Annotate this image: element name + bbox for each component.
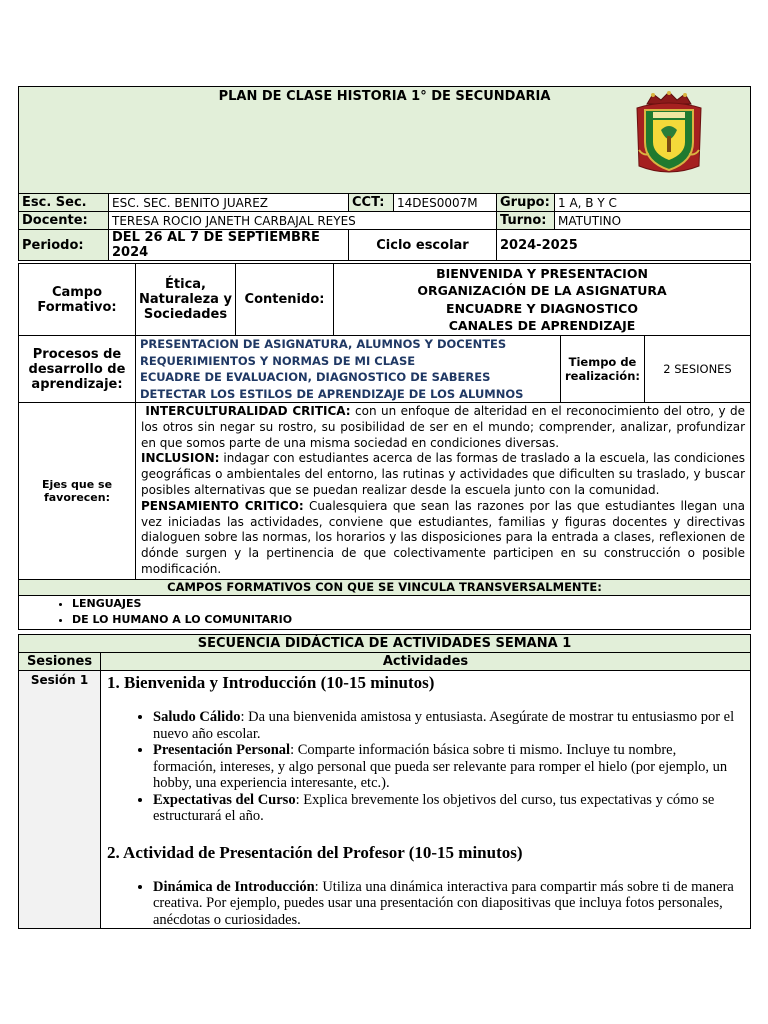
turno-label: Turno:	[497, 212, 555, 230]
item-term: Presentación Personal	[153, 742, 291, 758]
eje-text: con un enfoque de alteridad en el reconocimiento del otro, y de los otros sin negar su rostro, su posibilidad de ser en el mundo; comprender, analizar, profundizar en que somos parte de una misma sociedad en condiciones diversas.	[141, 404, 746, 450]
school-crest-icon	[633, 90, 705, 174]
eje-text: indagar con estudiantes acerca de las formas de traslado a la escuela, las condiciones geográficas o ambientales del entorno, las rutinas y actividades que dificulten su traslado, y buscar posibles alternativas que se puedan realizar desde la escuela junto con la comunidad.	[141, 451, 746, 497]
ejes-label: Ejes que se favorecen:	[19, 403, 136, 580]
list-item: • DE LO HUMANO A LO COMUNITARIO	[72, 612, 747, 628]
sequence-table	[18, 634, 751, 929]
item-term: Dinámica de Introducción	[153, 878, 315, 895]
cct-label: CCT:	[349, 194, 394, 212]
contenido-line: ENCUADRE Y DIAGNOSTICO	[446, 300, 638, 316]
item-text: : Utiliza una dinámica interactiva para compartir más sobre ti de manera creativa. Por ejemplo, puedes usar una presentación con diapositivas que incluya fotos personales, anécdotas o curiosidades.	[153, 878, 734, 928]
procesos-cell	[136, 336, 561, 403]
docente-value: TERESA ROCIO JANETH CARBAJAL REYES	[109, 212, 497, 230]
eje-term: INCLUSION:	[141, 451, 220, 466]
item-text: : Explica brevemente los objetivos del curso, tus expectativas y cómo se estructurará el año.	[153, 791, 715, 824]
eje-paragraph	[141, 499, 745, 578]
transversal-title: CAMPOS FORMATIVOS CON QUE SE VINCULA TRANSVERSALMENTE:	[19, 579, 751, 595]
cct-value: 14DES0007M	[394, 194, 497, 212]
list-item	[153, 709, 742, 742]
sequence-title: SECUENCIA DIDÁCTICA DE ACTIVIDADES SEMANA 1	[19, 635, 751, 653]
list-item	[153, 879, 742, 929]
periodo-value: DEL 26 AL 7 DE SEPTIEMBRE 2024	[109, 230, 349, 261]
grupo-value: 1 A, B Y C	[555, 194, 751, 212]
contenido-line: BIENVENIDA Y PRESENTACION	[436, 265, 648, 281]
item-term: Expectativas del Curso	[153, 791, 296, 808]
procesos-label: Procesos de desarrollo de aprendizaje:	[19, 336, 136, 403]
ciclo-label: Ciclo escolar	[349, 230, 497, 261]
item-text: : Comparte información básica sobre ti mismo. Incluye tu nombre, formación, intereses, y algo personal que pueda ser relevante para romper el hielo (por ejemplo, un hobby, una experiencia interesante, etc.).	[153, 742, 728, 791]
turno-value: MATUTINO	[555, 212, 751, 230]
tiempo-value: 2 SESIONES	[645, 336, 751, 403]
proceso-line: REQUERIMIENTOS Y NORMAS DE MI CLASE	[140, 353, 416, 368]
contenido-cell	[334, 264, 751, 336]
campo-value: Ética, Naturaleza y Sociedades	[136, 264, 236, 336]
esc-label: Esc. Sec.	[19, 194, 109, 212]
col-actividades: Actividades	[101, 653, 751, 671]
proceso-line: DETECTAR LOS ESTILOS DE APRENDIZAJE DE LOS ALUMNOS	[140, 386, 524, 401]
esc-value: ESC. SEC. BENITO JUAREZ	[109, 194, 349, 212]
grupo-label: Grupo:	[497, 194, 555, 212]
section-heading: 2. Actividad de Presentación del Profesor (10-15 minutos)	[107, 842, 523, 862]
list-item	[153, 792, 742, 825]
page-title: PLAN DE CLASE HISTORIA 1° DE SECUNDARIA	[218, 89, 551, 104]
docente-label: Docente:	[19, 212, 109, 230]
ciclo-value: 2024-2025	[497, 230, 751, 261]
ejes-cell	[136, 403, 751, 580]
contenido-line: ORGANIZACIÓN DE LA ASIGNATURA	[417, 283, 667, 298]
eje-term: PENSAMIENTO CRITICO:	[141, 498, 304, 513]
session-label: Sesión 1	[19, 671, 101, 929]
col-sesiones: Sesiones	[19, 653, 101, 671]
list-item: • LENGUAJES	[72, 596, 747, 612]
section-list	[107, 709, 742, 825]
contenido-line: CANALES DE APRENDIZAJE	[448, 318, 636, 333]
header-table	[18, 86, 751, 261]
section-list	[107, 879, 742, 929]
list-item	[153, 742, 742, 792]
contenido-label: Contenido:	[236, 264, 334, 336]
section-heading: 1. Bienvenida y Introducción (10-15 minutos)	[107, 673, 435, 692]
item-text: : Da una bienvenida amistosa y entusiasta. Asegúrate de mostrar tu entusiasmo por el nuevo año escolar.	[153, 709, 735, 742]
tiempo-label: Tiempo de realización:	[561, 336, 645, 403]
proceso-line: PRESENTACION DE ASIGNATURA, ALUMNOS Y DOCENTES	[140, 337, 507, 351]
activities-cell	[101, 671, 751, 929]
transversal-list-cell	[19, 595, 751, 629]
eje-paragraph	[141, 451, 745, 498]
eje-text: Cualesquiera que sean las razones por las que estudiantes llegan una vez iniciadas las actividades, conviene que estudiantes, familias y figuras docentes y directivas dialoguen sobre las normas, los horarios y las disposiciones para la entrada a clases, reflexionen de dónde surgen y la pertinencia de que colectivamente participen en su construcción o posible modificación.	[141, 498, 746, 576]
eje-paragraph	[141, 404, 745, 451]
campo-label: Campo Formativo:	[19, 264, 136, 336]
transversal-list	[22, 596, 747, 628]
planning-table	[18, 263, 751, 630]
title-cell	[19, 87, 751, 194]
eje-term: INTERCULTURALIDAD CRITICA:	[145, 404, 351, 418]
proceso-line: ECUADRE DE EVALUACION, DIAGNOSTICO DE SABERES	[140, 370, 491, 384]
periodo-label: Periodo:	[19, 230, 109, 261]
item-term: Saludo Cálido	[153, 709, 241, 725]
